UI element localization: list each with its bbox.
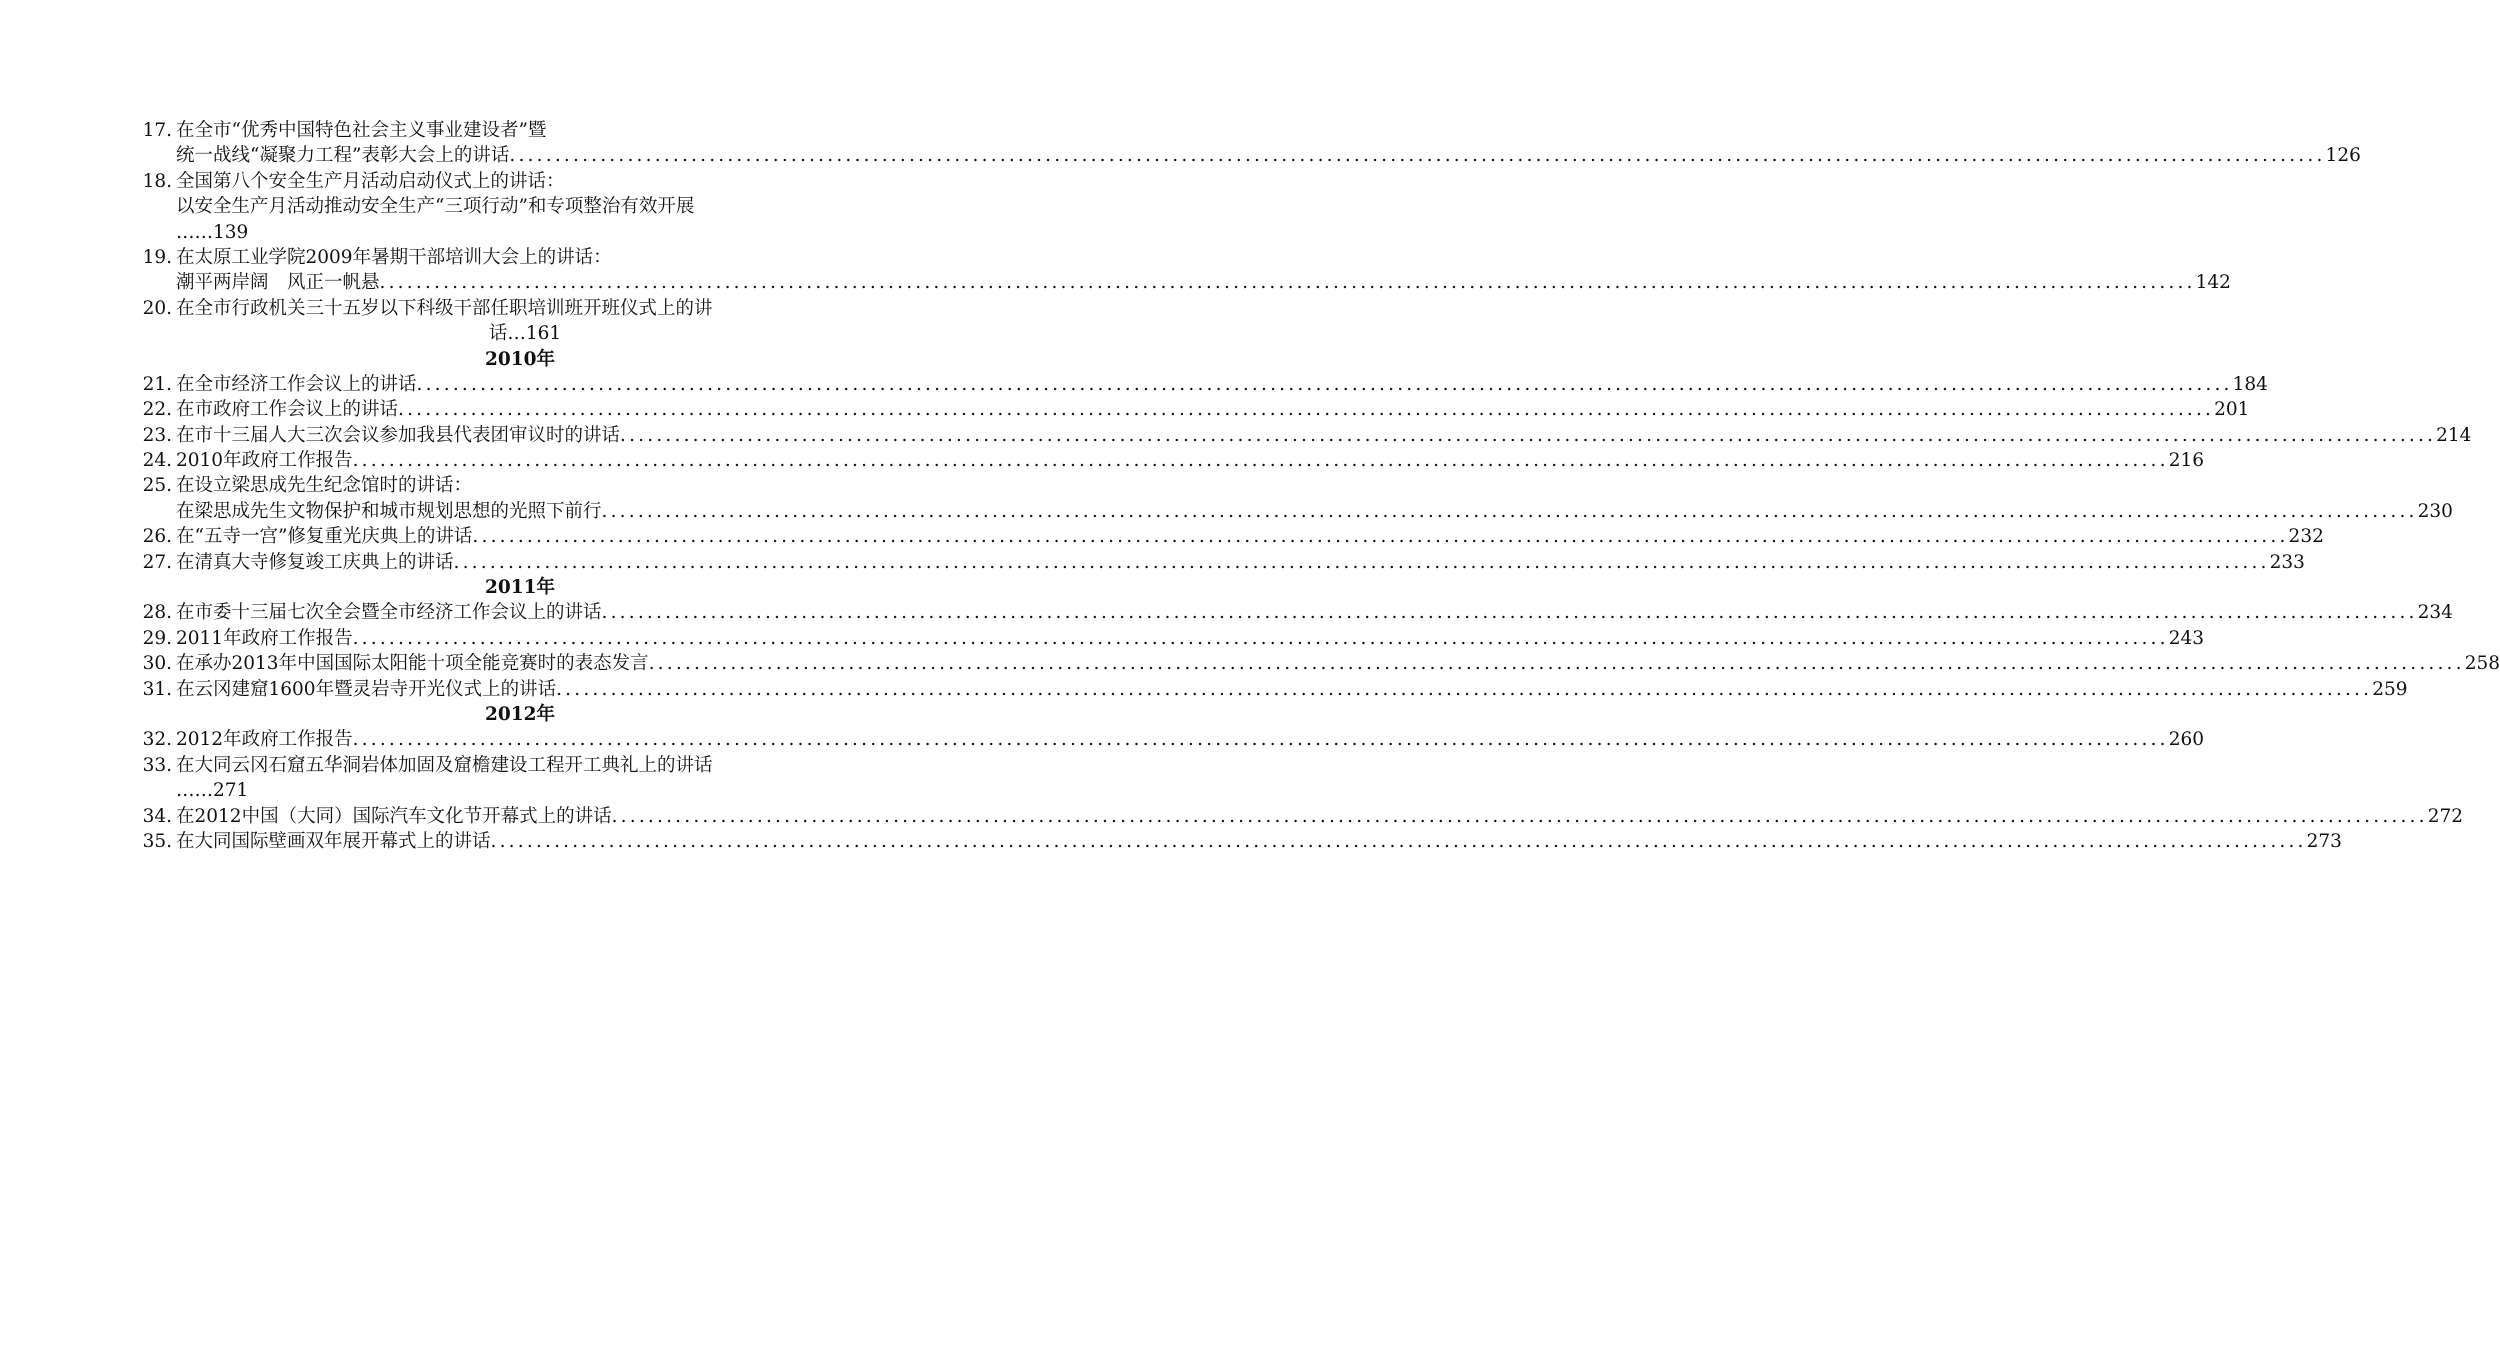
toc-entry-line <box>128 727 2205 752</box>
entry-title: 统一战线“凝聚力工程”表彰大会上的讲话 <box>176 145 510 167</box>
page-number: 272 <box>2427 805 2464 827</box>
entry-title: 在市委十三届七次全会暨全市经济工作会议上的讲话 <box>176 602 602 624</box>
entry-tail-page: ……271 <box>176 780 249 802</box>
page-number: 258 <box>2464 653 2500 675</box>
page-number: 230 <box>2417 500 2453 522</box>
entry-number: 33. <box>142 754 172 776</box>
dot-leader: ........................................................................................................................................................................................................ <box>509 145 2326 167</box>
entry-tail-page: 话…161 <box>488 323 562 345</box>
entry-dotted-leader <box>176 270 2231 295</box>
entry-title: 2011年政府工作报告 <box>176 627 353 649</box>
entry-title: 在2012中国（大同）国际汽车文化节开幕式上的讲话 <box>176 805 612 827</box>
page-number: 214 <box>2436 424 2472 446</box>
entry-title: 在云冈建窟1600年暨灵岩寺开光仪式上的讲话 <box>176 678 557 700</box>
dot-leader: ........................................................................................................................................................................................................ <box>453 551 2270 573</box>
entry-title: 在大同云冈石窟五华洞岩体加固及窟檐建设工程开工典礼上的讲话 <box>176 754 713 776</box>
page-number: 260 <box>2168 729 2205 751</box>
year-heading: 2011年 <box>485 577 555 599</box>
page-number: 126 <box>2325 145 2361 167</box>
toc-entry-line <box>128 753 902 778</box>
entry-dotted-leader <box>176 423 2472 448</box>
entry-title: 2010年政府工作报告 <box>176 450 353 472</box>
entry-dotted-leader <box>176 550 2305 575</box>
toc-entry-line <box>128 270 2231 295</box>
entry-number: 19. <box>142 246 172 268</box>
entry-dotted-leader <box>176 829 2342 854</box>
toc-entry-line <box>128 194 902 219</box>
toc-entry-line <box>128 651 2500 676</box>
page-number: 142 <box>2195 272 2231 294</box>
entry-dotted-leader <box>176 626 2205 651</box>
toc-entry-line <box>128 499 2453 524</box>
entry-number: 29. <box>142 627 172 649</box>
dot-leader: ........................................................................................................................................................................................................ <box>379 272 2196 294</box>
dot-leader: ........................................................................................................................................................................................................ <box>472 526 2289 548</box>
entry-title: 在承办2013年中国国际太阳能十项全能竞赛时的表态发言 <box>176 653 649 675</box>
page-number: 184 <box>2232 373 2268 395</box>
dot-leader: ........................................................................................................................................................................................................ <box>352 450 2169 472</box>
toc-entry-line <box>128 473 902 498</box>
entry-title: 在全市行政机关三十五岁以下科级干部任职培训班开班仪式上的讲 <box>176 297 713 319</box>
dot-leader: ........................................................................................................................................................................................................ <box>398 399 2215 421</box>
page-number: 233 <box>2269 551 2305 573</box>
entry-dotted-leader <box>176 372 2268 397</box>
entry-title: 全国第八个安全生产月活动启动仪式上的讲话： <box>176 170 565 192</box>
toc-entry-line <box>128 626 2205 651</box>
page-number: 273 <box>2306 830 2342 852</box>
entry-dotted-leader <box>176 448 2205 473</box>
entry-number: 27. <box>142 551 172 573</box>
toc-entry-line <box>128 143 2361 168</box>
table-of-contents <box>128 118 2500 854</box>
entry-number: 32. <box>142 729 172 751</box>
toc-entry-line <box>128 372 2268 397</box>
toc-entry-line <box>128 677 2408 702</box>
entry-number: 25. <box>142 475 172 497</box>
entry-number: 35. <box>142 830 172 852</box>
entry-number: 31. <box>142 678 172 700</box>
toc-entry-line <box>128 550 2305 575</box>
entry-title: 以安全生产月活动推动安全生产“三项行动”和专项整治有效开展 <box>176 196 695 218</box>
entry-title: 在梁思成先生文物保护和城市规划思想的光照下前行 <box>176 500 602 522</box>
toc-entry-line <box>128 245 902 270</box>
toc-entry-tail <box>128 321 902 346</box>
entry-title: 在“五寺一宫”修复重光庆典上的讲话 <box>176 526 473 548</box>
toc-entry-line <box>128 169 902 194</box>
entry-number: 21. <box>142 373 172 395</box>
toc-entry-line <box>128 448 2205 473</box>
entry-title: 在全市经济工作会议上的讲话 <box>176 373 417 395</box>
dot-leader: ........................................................................................................................................................................................................ <box>416 373 2233 395</box>
dot-leader: ........................................................................................................................................................................................................ <box>601 500 2418 522</box>
dot-leader: ........................................................................................................................................................................................................ <box>352 627 2169 649</box>
page-number: 232 <box>2288 526 2324 548</box>
dot-leader: ........................................................................................................................................................................................................ <box>490 830 2307 852</box>
entry-dotted-leader <box>176 143 2361 168</box>
entry-dotted-leader <box>176 677 2408 702</box>
entry-dotted-leader <box>176 397 2250 422</box>
year-heading: 2012年 <box>485 703 555 725</box>
year-heading: 2010年 <box>485 348 555 370</box>
dot-leader: ........................................................................................................................................................................................................ <box>352 729 2169 751</box>
entry-number: 23. <box>142 424 172 446</box>
entry-title: 在市十三届人大三次会议参加我县代表团审议时的讲话 <box>176 424 621 446</box>
entry-dotted-leader <box>176 651 2500 676</box>
entry-number: 28. <box>142 602 172 624</box>
entry-number: 17. <box>142 120 172 141</box>
entry-title: 在大同国际壁画双年展开幕式上的讲话 <box>176 830 491 852</box>
entry-number: 26. <box>142 526 172 548</box>
toc-entry-line <box>128 423 2472 448</box>
entry-tail-page: ……139 <box>176 221 249 243</box>
toc-entry-line <box>128 524 2324 549</box>
entry-title: 在市政府工作会议上的讲话 <box>176 399 399 421</box>
toc-entry-line <box>128 296 902 321</box>
page-number: 243 <box>2168 627 2205 649</box>
entry-dotted-leader <box>176 600 2453 625</box>
entry-title: 在设立梁思成先生纪念馆时的讲话： <box>176 475 473 497</box>
page-number: 201 <box>2214 399 2250 421</box>
entry-dotted-leader <box>176 499 2453 524</box>
toc-entry-line <box>128 600 2453 625</box>
entry-number: 30. <box>142 653 172 675</box>
page-number: 216 <box>2168 450 2205 472</box>
toc-entry-tail <box>128 778 902 803</box>
entry-title: 在全市“优秀中国特色社会主义事业建设者”暨 <box>176 120 547 141</box>
entry-number: 20. <box>142 297 172 319</box>
entry-dotted-leader <box>176 804 2464 829</box>
entry-number: 18. <box>142 170 172 192</box>
entry-title: 在太原工业学院2009年暑期干部培训大会上的讲话： <box>176 246 612 268</box>
entry-title: 在清真大寺修复竣工庆典上的讲话 <box>176 551 454 573</box>
entry-number: 34. <box>142 805 172 827</box>
toc-entry-line <box>128 829 2342 854</box>
entry-title: 2012年政府工作报告 <box>176 729 353 751</box>
entry-dotted-leader <box>176 727 2205 752</box>
entry-title: 潮平两岸阔 风正一帆悬 <box>176 272 380 294</box>
dot-leader: ........................................................................................................................................................................................................ <box>601 602 2418 624</box>
dot-leader: ........................................................................................................................................................................................................ <box>611 805 2428 827</box>
dot-leader: ........................................................................................................................................................................................................ <box>648 653 2465 675</box>
toc-entry-line <box>128 804 2464 829</box>
toc-entry-tail <box>128 220 902 245</box>
toc-entry-line <box>128 118 902 143</box>
dot-leader: ........................................................................................................................................................................................................ <box>620 424 2437 446</box>
toc-entry-line <box>128 397 2250 422</box>
entry-number: 24. <box>142 450 172 472</box>
entry-number: 22. <box>142 399 172 421</box>
page-number: 234 <box>2417 602 2453 624</box>
dot-leader: ........................................................................................................................................................................................................ <box>556 678 2373 700</box>
page-number: 259 <box>2372 678 2408 700</box>
entry-dotted-leader <box>176 524 2324 549</box>
